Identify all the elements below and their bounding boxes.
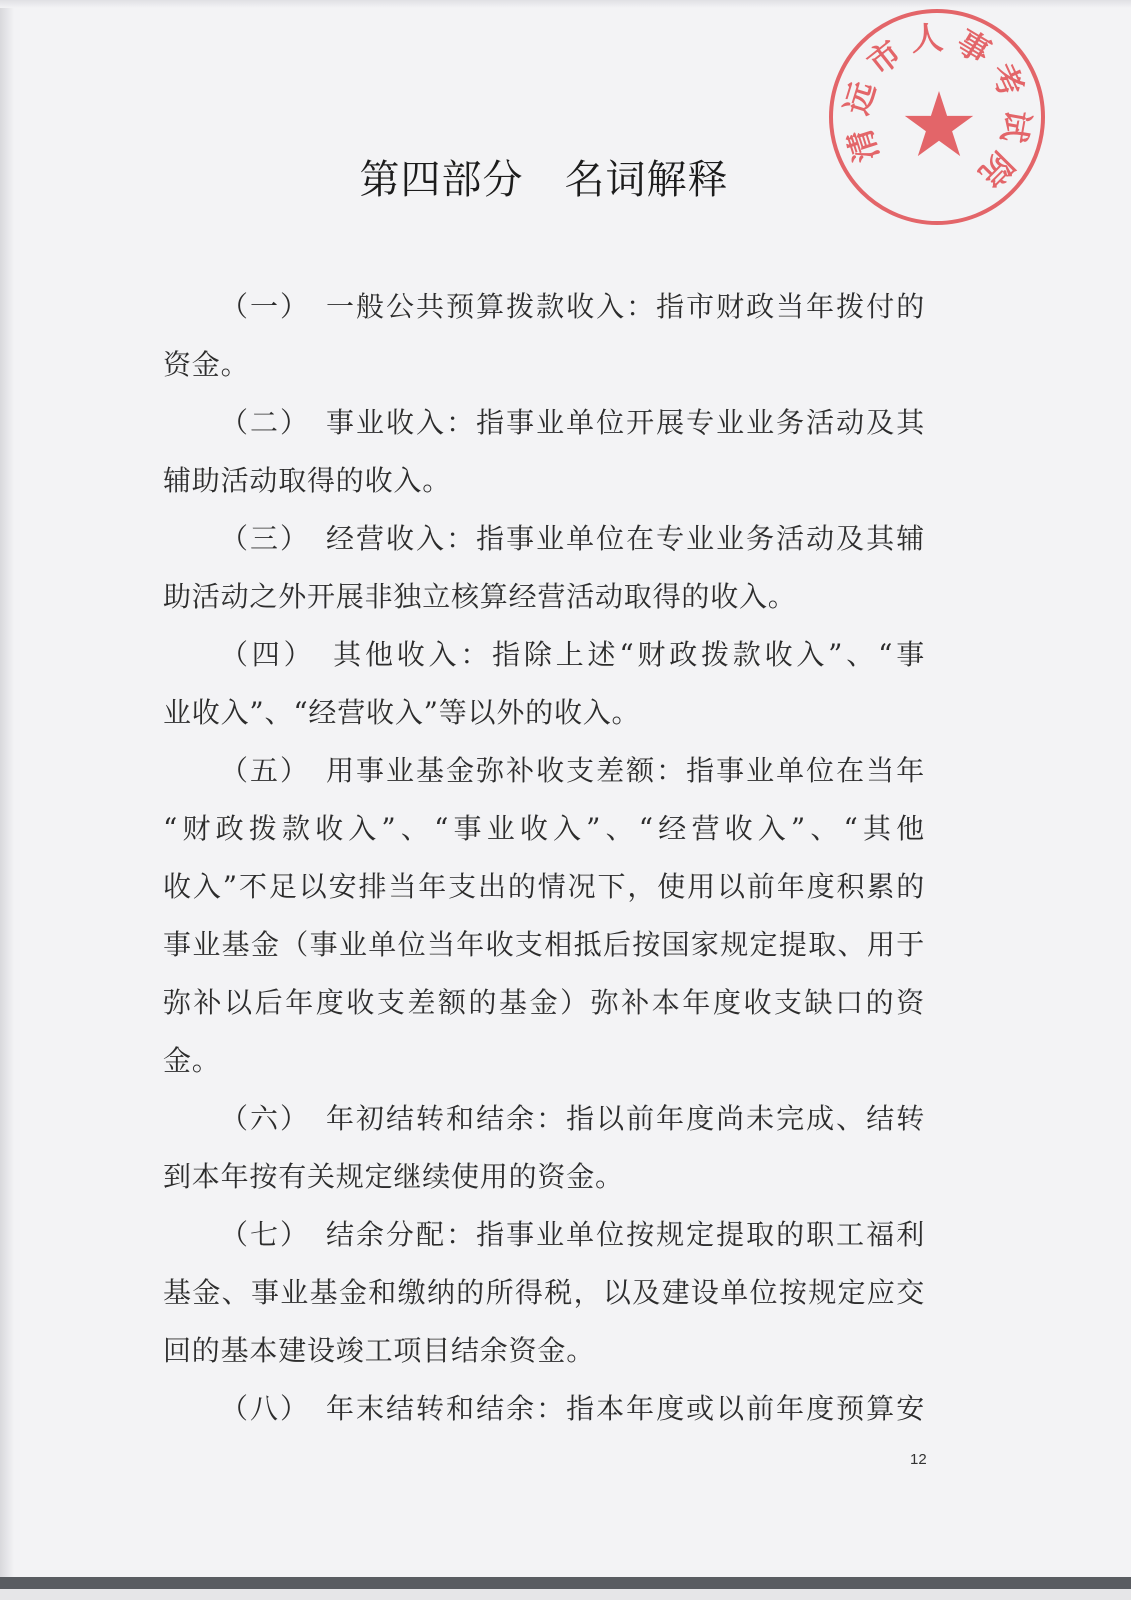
definition-paragraph (163, 510, 925, 626)
paragraph-line: （四） 其他收入：指除上述“财政拨款收入”、“事 (220, 638, 925, 671)
paragraph-line: 业收入”、“经营收入”等以外的收入。 (163, 696, 641, 729)
paragraph-line: 到本年按有关规定继续使用的资金。 (163, 1160, 624, 1193)
page-title: 第四部分 名词解释 (359, 157, 729, 203)
definition-paragraph (163, 1090, 925, 1206)
scan-edge-left (0, 0, 14, 1577)
seal-text-path: 清远市人事考试院 (837, 17, 1038, 201)
scan-bottom-band (0, 1577, 1131, 1589)
definition-paragraph (163, 278, 925, 394)
definition-paragraph (163, 1206, 925, 1380)
document-body (163, 278, 925, 1438)
paragraph-line: 资金。 (163, 348, 250, 381)
paragraph-line: 弥补以后年度收支差额的基金）弥补本年度收支缺口的资 (163, 986, 925, 1019)
page-number: 12 (910, 1451, 927, 1468)
definition-paragraph (163, 1380, 925, 1438)
paragraph-line: 回的基本建设竣工项目结余资金。 (163, 1334, 596, 1367)
paragraph-line: 事业基金（事业单位当年收支相抵后按国家规定提取、用于 (163, 928, 925, 961)
paragraph-line: 助活动之外开展非独立核算经营活动取得的收入。 (163, 580, 797, 613)
paragraph-line: 金。 (163, 1044, 221, 1077)
definition-paragraph (163, 626, 925, 742)
star-icon (905, 91, 973, 156)
paragraph-line: 辅助活动取得的收入。 (163, 464, 452, 497)
paragraph-line: （八） 年末结转和结余：指本年度或以前年度预算安 (220, 1392, 925, 1425)
paragraph-line: 收入”不足以安排当年支出的情况下，使用以前年度积累的 (163, 870, 925, 903)
definition-paragraph (163, 742, 925, 1090)
definition-paragraph (163, 394, 925, 510)
paragraph-line: “财政拨款收入”、“事业收入”、“经营收入”、“其他 (163, 812, 925, 845)
paragraph-line: （一） 一般公共预算拨款收入：指市财政当年拨付的 (220, 290, 925, 323)
paragraph-line: （六） 年初结转和结余：指以前年度尚未完成、结转 (220, 1102, 925, 1135)
paragraph-line: （二） 事业收入：指事业单位开展专业业务活动及其 (220, 406, 925, 439)
paragraph-line: （三） 经营收入：指事业单位在专业业务活动及其辅 (220, 522, 925, 555)
paragraph-line: （五） 用事业基金弥补收支差额：指事业单位在当年 (220, 754, 925, 787)
paragraph-line: （七） 结余分配：指事业单位按规定提取的职工福利 (220, 1218, 925, 1251)
scan-bottom-strip (0, 1589, 1131, 1600)
official-seal (825, 5, 1050, 230)
paragraph-line: 基金、事业基金和缴纳的所得税，以及建设单位按规定应交 (163, 1276, 925, 1309)
